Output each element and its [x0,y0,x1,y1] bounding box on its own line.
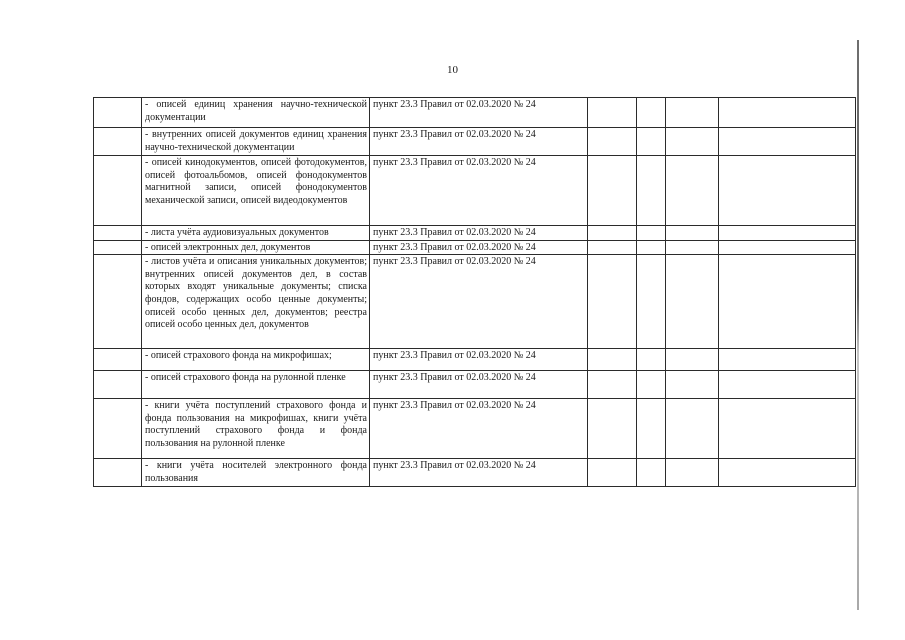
empty-cell [666,98,719,128]
empty-cell [588,459,637,487]
empty-cell [637,226,666,241]
table-body [94,98,856,487]
empty-cell [588,226,637,241]
table-row [94,226,856,241]
number-cell [94,371,142,399]
reference-cell: пункт 23.3 Правил от 02.03.2020 № 24 [370,98,588,128]
empty-cell [666,349,719,371]
empty-cell [637,255,666,349]
description-cell: - листов учёта и описания уникальных документов; внутренних описей документов дел, в состав которых входят уникальные документы; списка фондов, содержащих особо ценные документы; описей особо ценных дел, документов; реестра описей особо ценных дел, документов [142,255,370,349]
description-cell: - листа учёта аудиовизуальных документов [142,226,370,241]
number-cell [94,128,142,156]
reference-cell: пункт 23.3 Правил от 02.03.2020 № 24 [370,156,588,226]
table-row [94,156,856,226]
empty-cell [637,128,666,156]
empty-cell [666,128,719,156]
table-row [94,371,856,399]
empty-cell [588,255,637,349]
empty-cell [666,399,719,459]
empty-cell [719,255,856,349]
empty-cell [666,371,719,399]
reference-cell: пункт 23.3 Правил от 02.03.2020 № 24 [370,226,588,241]
number-cell [94,226,142,241]
empty-cell [637,399,666,459]
empty-cell [637,371,666,399]
number-cell [94,240,142,255]
table-row [94,459,856,487]
empty-cell [588,128,637,156]
reference-cell: пункт 23.3 Правил от 02.03.2020 № 24 [370,459,588,487]
empty-cell [588,399,637,459]
description-cell: - описей страхового фонда на микрофишах; [142,349,370,371]
empty-cell [588,349,637,371]
reference-cell: пункт 23.3 Правил от 02.03.2020 № 24 [370,128,588,156]
empty-cell [666,255,719,349]
number-cell [94,255,142,349]
number-cell [94,349,142,371]
table-row [94,128,856,156]
description-cell: - книги учёта поступлений страхового фонда и фонда пользования на микрофишах, книги учёта поступлений страхового фонда и фонда пользования на рулонной пленке [142,399,370,459]
empty-cell [637,156,666,226]
empty-cell [719,98,856,128]
empty-cell [637,459,666,487]
empty-cell [719,371,856,399]
description-cell: - книги учёта носителей электронного фонда пользования [142,459,370,487]
description-cell: - описей страхового фонда на рулонной пленке [142,371,370,399]
description-cell: - внутренних описей документов единиц хранения научно-технической документации [142,128,370,156]
reference-cell: пункт 23.3 Правил от 02.03.2020 № 24 [370,255,588,349]
empty-cell [719,459,856,487]
table-row [94,399,856,459]
table-row [94,349,856,371]
table-row [94,255,856,349]
empty-cell [719,226,856,241]
empty-cell [588,240,637,255]
empty-cell [719,349,856,371]
page-number: 10 [447,64,458,76]
empty-cell [719,240,856,255]
reference-cell: пункт 23.3 Правил от 02.03.2020 № 24 [370,399,588,459]
reference-cell: пункт 23.3 Правил от 02.03.2020 № 24 [370,240,588,255]
empty-cell [719,399,856,459]
empty-cell [588,371,637,399]
number-cell [94,156,142,226]
scan-edge [857,40,859,610]
number-cell [94,459,142,487]
description-cell: - описей электронных дел, документов [142,240,370,255]
reference-cell: пункт 23.3 Правил от 02.03.2020 № 24 [370,371,588,399]
number-cell [94,98,142,128]
empty-cell [666,240,719,255]
empty-cell [637,98,666,128]
empty-cell [637,349,666,371]
table-row [94,98,856,128]
empty-cell [666,459,719,487]
empty-cell [666,156,719,226]
document-table [93,97,856,487]
table-row [94,240,856,255]
empty-cell [719,128,856,156]
description-cell: - описей кинодокументов, описей фотодокументов, описей фотоальбомов, описей фонодокументов магнитной записи, описей фонодокументов механической записи, описей видеодокументов [142,156,370,226]
empty-cell [588,98,637,128]
empty-cell [666,226,719,241]
empty-cell [719,156,856,226]
description-cell: - описей единиц хранения научно-технической документации [142,98,370,128]
reference-cell: пункт 23.3 Правил от 02.03.2020 № 24 [370,349,588,371]
empty-cell [637,240,666,255]
number-cell [94,399,142,459]
empty-cell [588,156,637,226]
